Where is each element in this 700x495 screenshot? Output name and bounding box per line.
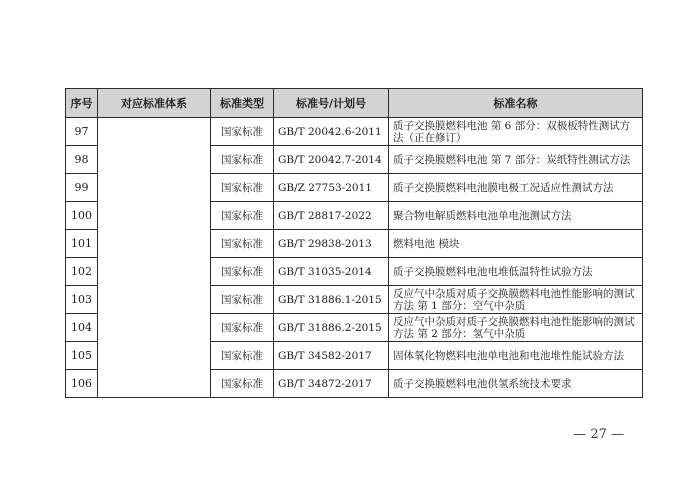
row-no: 101 (66, 230, 98, 258)
row-code: GB/T 28817-2022 (274, 202, 389, 230)
row-no: 99 (66, 174, 98, 202)
row-type: 国家标准 (211, 118, 274, 146)
row-no: 105 (66, 342, 98, 370)
row-type: 国家标准 (211, 174, 274, 202)
row-type: 国家标准 (211, 370, 274, 398)
row-name: 质子交换膜燃料电池 第 7 部分：炭纸特性测试方法 (389, 146, 643, 174)
row-code: GB/T 31035-2014 (274, 258, 389, 286)
row-name: 反应气中杂质对质子交换膜燃料电池性能影响的测试方法 第 1 部分：空气中杂质 (389, 286, 643, 314)
header-code: 标准号/计划号 (274, 89, 389, 118)
row-no: 98 (66, 146, 98, 174)
row-name: 质子交换膜燃料电池膜电极工况适应性测试方法 (389, 174, 643, 202)
row-type: 国家标准 (211, 314, 274, 342)
row-name: 反应气中杂质对质子交换膜燃料电池性能影响的测试方法 第 2 部分：氢气中杂质 (389, 314, 643, 342)
header-type: 标准类型 (211, 89, 274, 118)
row-code: GB/Z 27753-2011 (274, 174, 389, 202)
row-no: 100 (66, 202, 98, 230)
row-type: 国家标准 (211, 286, 274, 314)
table-header (66, 89, 643, 118)
row-type: 国家标准 (211, 146, 274, 174)
row-name: 燃料电池 模块 (389, 230, 643, 258)
header-no: 序号 (66, 89, 98, 118)
row-code: GB/T 20042.7-2014 (274, 146, 389, 174)
system-cell (98, 118, 211, 398)
row-name: 固体氧化物燃料电池单电池和电池堆性能试验方法 (389, 342, 643, 370)
header-row (66, 89, 643, 118)
row-code: GB/T 31886.2-2015 (274, 314, 389, 342)
row-name: 质子交换膜燃料电池 第 6 部分：双极板特性测试方法（正在修订） (389, 118, 643, 146)
row-name: 质子交换膜燃料电池供氢系统技术要求 (389, 370, 643, 398)
row-no: 106 (66, 370, 98, 398)
table-body (66, 118, 643, 398)
row-code: GB/T 34872-2017 (274, 370, 389, 398)
page-number: — 27 — (573, 427, 624, 442)
row-type: 国家标准 (211, 230, 274, 258)
standards-table (65, 88, 643, 398)
row-type: 国家标准 (211, 342, 274, 370)
row-code: GB/T 31886.1-2015 (274, 286, 389, 314)
row-code: GB/T 29838-2013 (274, 230, 389, 258)
row-code: GB/T 34582-2017 (274, 342, 389, 370)
row-no: 103 (66, 286, 98, 314)
row-no: 102 (66, 258, 98, 286)
row-type: 国家标准 (211, 258, 274, 286)
row-code: GB/T 20042.6-2011 (274, 118, 389, 146)
table-row (66, 118, 643, 146)
row-type: 国家标准 (211, 202, 274, 230)
header-system: 对应标准体系 (98, 89, 211, 118)
row-name: 质子交换膜燃料电池电堆低温特性试验方法 (389, 258, 643, 286)
row-no: 104 (66, 314, 98, 342)
row-name: 聚合物电解质燃料电池单电池测试方法 (389, 202, 643, 230)
header-name: 标准名称 (389, 89, 643, 118)
row-no: 97 (66, 118, 98, 146)
